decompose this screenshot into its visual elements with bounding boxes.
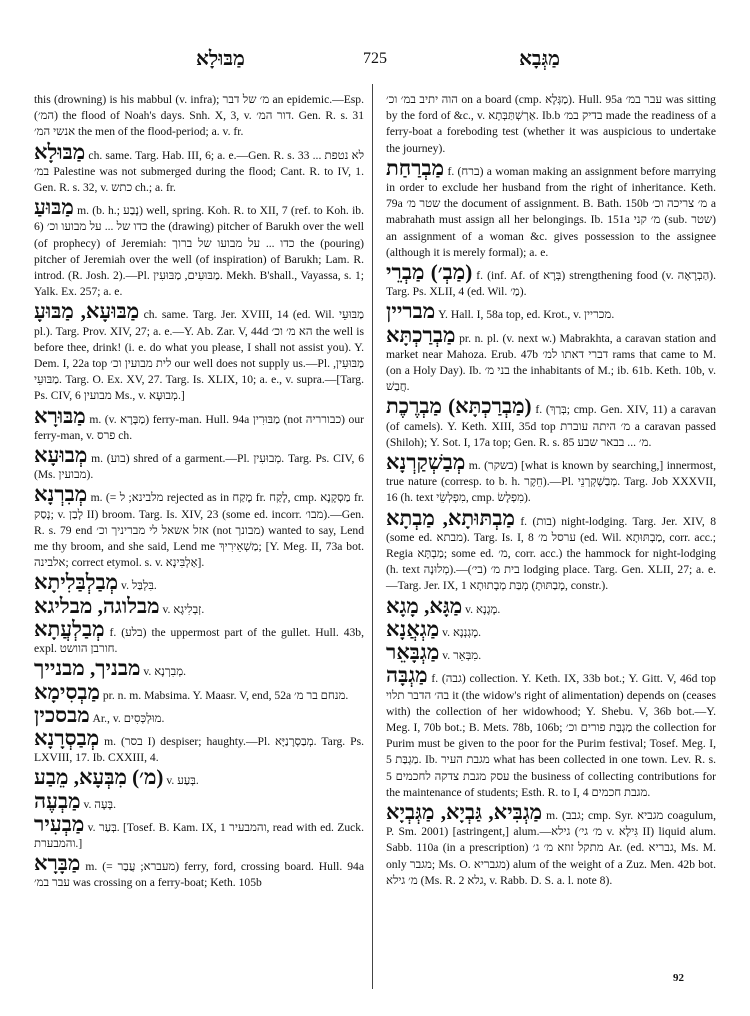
right-running-headword: מַגְּבָא [519, 48, 560, 70]
left-column [34, 92, 364, 893]
entry-definition: ch. same. Targ. Hab. III, 6; a. e.—Gen. R. s. 33 לא נטפת ... במ׳ Palestine was not submerged during the flood; Cant. R. to IV, 1. Gen. R. s. 32, v. כתש ch.; a. fr. [34, 148, 364, 195]
entry-headword: מְבַלְעֲתָא [34, 616, 105, 641]
entry-definition: pr. n. pl. (v. next w.) Mabrakhta, a caravan station and market near Mahoza. Erub. 47b דברי דאתו למ׳ rams that came to M. (on a Holy Day). Ib. בני מ׳ the inhabitants of M.; ib. 61b. Keth. 10b, v. חֲבַשׁ. [386, 331, 716, 394]
column-divider [372, 84, 373, 989]
entry-definition: v. מְבִרְנָא. [143, 665, 186, 679]
dictionary-entry [386, 616, 716, 641]
dictionary-entry [386, 92, 716, 157]
dictionary-entry [34, 767, 364, 789]
entry-headword: מַגְבִּיא, גַּבְיָא, מַגְּבְיָא [386, 799, 543, 824]
entry-headword: מְבוּעָא [34, 443, 88, 468]
entry-definition: pr. n. m. Mabsima. Y. Maasr. V, end, 52a מנחם בר מ׳. [102, 688, 349, 702]
entry-definition: v. בְּעַר. [Tosef. B. Kam. IX, 1 והמבעיר, read with ed. Zuck. והמבערת.] [34, 820, 364, 850]
entry-definition: f. (בות) night-lodging. Targ. Jer. XIV, 8 (some ed. מבתא). Targ. Is. I, 8 ערסל מ׳ (ed. Wil. מַבְתּוּתָא, corr. acc.; Regia מַבְתָּא; some ed. מ׳, corr. acc.) the hammock for night-lodging (h. text מְלוּנָה).—בית מ׳ (בי׳) lodging place. Targ. Gen. XLII, 27; a. e.—Targ. Jer. IX, 1 מְבַּת מְבָתוּתָא (מָבַתּוּתָ, constr.). [386, 514, 716, 593]
left-running-headword: מַבּוּלָא [196, 48, 245, 70]
dictionary-entry [34, 788, 364, 813]
dictionary-entry [34, 679, 364, 704]
entry-headword: מַבְסִימָא [34, 679, 100, 704]
entry-headword: מַבּוּלָא [34, 139, 86, 164]
entry-headword: מַבּוּעַ [34, 195, 74, 220]
entry-definition: ch. same. Targ. Jer. XVIII, 14 (ed. Wil. מַבּוּעֵי pl.). Targ. Prov. XIV, 27; a. e.—Y. Ab. Zar. V, 44d הא מ׳ וכ׳ the well is before thee, drink! (i. e. do what you please, I shall not assist you). Y. Dem. I, 22a top לית מבועין וכ׳ our well does not supply us.—Pl. מַבּוּעִין, מַבּוּעֵי. Targ. O. Ex. XV, 27. Targ. Is. XLIX, 10; a. e., v. supra.—[Targ. Ps. CIV, 6 מבועין Ms., v. מְבוּעָא.] [34, 308, 365, 403]
page-number: 725 [363, 50, 387, 67]
dictionary-entry [34, 92, 364, 141]
entry-definition: f. (בלע) the uppermost part of the gullet. Hull. 43b, expl. חורבן הוושט. [34, 625, 364, 656]
dictionary-entry [386, 301, 716, 323]
entry-definition: m. (b. h.; נָבַע) well, spring. Koh. R. to XII, 7 (ref. to Koh. ib. 6) כדו של ... על מבועו וכ׳ the (drawing) pitcher of Barukh over the well (of prophecy) of Jeremiah: כדו ... על מבועו של ברוך the (pouring) pitcher of Jeremiah over the well (of inspiration) of Barukh; Lam. R. introd. (R. Josh. 2).—Pl. מַבּוּעִים, מַבּוּעִין. Mekh. B'shall., Vayassa, s. 1; Yalk. Ex. 257; a. e. [34, 204, 365, 299]
entry-definition: m. (בסר I) despiser; haughty.—Pl. מְבַסְרָנַיָּא. Targ. Ps. LXVIII, 17. Ib. CXXIII, 4. [34, 734, 364, 765]
entry-headword: מַבְרַכְתָּא [386, 322, 456, 347]
entry-headword: מַגָּא, מָגָא [386, 593, 463, 618]
dictionary-entry [34, 853, 364, 891]
dictionary-entry [34, 301, 364, 404]
dictionary-entry [34, 139, 364, 197]
entry-headword: מַבְעֶה [34, 788, 81, 813]
dictionary-entry [386, 322, 716, 396]
entry-definition: this (drowning) is his mabbul (v. infra); מ׳ של דבר an epidemic.—Esp. (המ׳) the flood of Noah's days. Snh. X, 3, v. דור המ׳. Gen. R. s. 31 אנשי המ׳ the men of the flood-period; a. v. fr. [34, 93, 365, 139]
dictionary-entry [386, 452, 716, 507]
entry-headword: מַבְתּוּתָא, מַבְתָא [386, 505, 515, 530]
entry-headword: מבלוגה, מבליגא [34, 593, 160, 618]
dictionary-entry [34, 484, 364, 571]
entry-headword: מַבּוּרָא [34, 403, 86, 428]
dictionary-entry [386, 505, 716, 595]
entry-definition: m. (v. מַבָּרָא) ferry-man. Hull. 94a מַבּוּרִין (not כבורריה) our ferry-man, v. פרס ch. [34, 412, 364, 442]
entry-headword: (מַבְרַכְתָּא) מַבְרֶכֶת [386, 394, 532, 419]
entry-headword: (מַבְ׳) מַבְרֵי [386, 260, 473, 285]
entry-headword: מבניך, מבנייך [34, 656, 141, 681]
entry-headword: מַבָּרָא [34, 851, 81, 876]
entry-headword: מְבַסְרָנָא [34, 725, 100, 750]
entry-headword: מַבּוּעָא, מַבּוּעָ [34, 299, 140, 324]
dictionary-entry [34, 616, 364, 657]
entry-definition: m. (בשקר) [what is known by searching,] innermost, true nature (corresp. to b. h. חֵקֶר).—Pl. מְבַשְׁקְרְנֵי. Targ. Job XXXVII, 16 (h. text מִפְלְשֵׂי, cmp. מִפְלָשׂ). [386, 459, 717, 505]
signature-number: 92 [673, 972, 684, 984]
entry-headword: מַבְעִיר [34, 811, 85, 836]
dictionary-entry [386, 396, 716, 451]
dictionary-entry [34, 445, 364, 483]
entry-headword: מבסכין [34, 702, 90, 727]
entry-definition: f. (בְּרַךְ; cmp. Gen. XIV, 11) a caravan (of camels). Y. Keth. XIII, 35d top מ׳ היתה עוברת a caravan passed (Shiloh); Y. Sot. I, 17a top; Gen. R. s. 85 מ׳ ... בבאר שבע. [386, 403, 716, 449]
dictionary-entry [386, 665, 716, 801]
dictionary-entry [34, 658, 364, 680]
right-column [386, 92, 716, 890]
entry-definition: v. מִבְּאֵר. [442, 649, 482, 663]
entry-headword: מבריין [386, 299, 436, 324]
entry-headword: מְבַלְבַּלִיתָא [34, 570, 119, 595]
entry-definition: f. (גבה) collection. Y. Keth. IX, 33b bot.; Y. Gitt. V, 46d top בה׳ הדבר תלוי it (the widow's right of alimentation) depends on (ceases with) the collection of her widowhood; Y. Shebu. V, 36b bot.—Y. Meg. I, 70b bot.; B. Mets. 78b, 106b; מַגְבַּת פורים וכ׳ the collection for Purim must be given to the poor for the Purim festival; Tosef. Meg. I, 5 מַגְבַּת. Ib. מגבת העיר what has been collected in one town. Lev. R. s. 5 עסק מגבת צדקה לחכמים the business of collecting contributions for the maintenance of students; Esth. R. to I, 4 מגבת חכמים. [386, 672, 717, 799]
entry-headword: מַבְרַחַת [386, 155, 445, 180]
entry-definition: v. מָגָנָא. [465, 602, 501, 616]
entry-definition: Ar., v. מוּלְכְּסִים. [92, 711, 165, 725]
entry-headword: (מ׳) מִבְּעָא, מֵבַע [34, 765, 164, 790]
dictionary-entry [34, 593, 364, 618]
dictionary-entry [386, 642, 716, 664]
entry-headword: מַגְאֲנָא [386, 616, 440, 641]
entry-headword: מַגְבָּה [386, 663, 428, 688]
page-header [0, 48, 750, 76]
entry-definition: Y. Hall. I, 58a top, ed. Krot., v. מכריין. [438, 308, 615, 322]
dictionary-entry [386, 155, 716, 261]
entry-definition: v. זְבְלִיגָא. [162, 602, 205, 616]
entry-definition: m. (בוע) shred of a garment.—Pl. מְבוּעִין. Targ. Ps. CIV, 6 (Ms. מבועין). [34, 452, 364, 482]
entry-definition: v. מָגְנְנָא. [442, 625, 482, 639]
entry-headword: מַגְבָּאֵר [386, 640, 440, 665]
dictionary-entry [34, 725, 364, 766]
dictionary-entry [34, 197, 364, 300]
entry-definition: f. (inf. Af. of בְּרָא) strengthening food (v. הַבְרָאָה). Targ. Ps. XLII, 4 (ed. Wil. מַ׳). [386, 269, 717, 299]
dictionary-entry [34, 702, 364, 727]
entry-definition: m. (= מלבינא; ל rejected as in מֶקַח fr. לָקַח, cmp. מַסְקָנָא fr. נָסַק; v. לָבַן II) broom. Targ. Is. XIV, 23 (some ed. incorr. מבו׳).—Gen. R. s. 79 end אזל אשאל לי מבריניך וכ׳ (not מבונך) wanted to say, Lend me thy broom, and she said, Lend me מַשְׁאֵירִיךְ; [Y. Meg. II, 73a bot. אלבינה; correct etymol. s. v. אַלְבִּינָא]. [34, 491, 365, 570]
entry-definition: v. בָּעָה. [83, 797, 117, 811]
dictionary-entry [34, 811, 364, 852]
entry-headword: מְבַשְׁקַרְנָא [386, 450, 466, 475]
dictionary-entry [386, 593, 716, 618]
dictionary-entry [34, 572, 364, 594]
entry-definition: m. (גבב; cmp. Syr. מגביא coagulum, P. Sm. 2001) [astringent,] alum.—גילא (מ׳ גי׳ v. גִּילָא II) liquid alum. Sabb. 110a (in a prescription) מתקל זוזא מ׳ ג׳ Ar. (ed. גבריא, Ms. M. only מגבר; Ms. O. מגבריא) alum of the weight of a Zuz. Men. 42b bot. מ׳ גילא (Ms. R. 2 גלא, v. Rabb. D. S. a. l. note 8). [386, 808, 717, 887]
entry-definition: m. (= מעברא; עֲבַר) ferry, ford, crossing board. Hull. 94a עבר במ׳ was crossing on a ferry-boat; Keth. 105b [34, 860, 364, 890]
dictionary-entry [386, 799, 717, 889]
entry-definition: v. בִּלְבַּל. [121, 579, 157, 593]
dictionary-entry [386, 262, 716, 300]
entry-definition: f. (ברח) a woman making an assignment before marrying in order to exclude her husband from the right of inheritance. Keth. 79a שטר מ׳ the document of assignment. B. Bath. 150b מ׳ צריכה וכ׳ a mabrahath must assign all her belongings. Ib. 151a מ׳ קני (sub. שטר) an assignment of a woman &c. gives possession to the assignee (although it is merely formal); a. e. [386, 164, 716, 259]
entry-definition: הוה יתיב במ׳ וכ׳ on a board (cmp. מַגְּלָא). Hull. 95a עבר במ׳ was sitting by the ford of &c., v. אַרְשְׁתַּבְּתָא. Ib.b בדיק במ׳ made the readiness of a ferry-boat a foreboding test (whether it was auspicious to undertake the journey). [386, 93, 716, 155]
entry-definition: v. בְּעַע. [166, 774, 199, 788]
entry-headword: מְבִרְנָא [34, 482, 88, 507]
dictionary-entry [34, 403, 364, 444]
